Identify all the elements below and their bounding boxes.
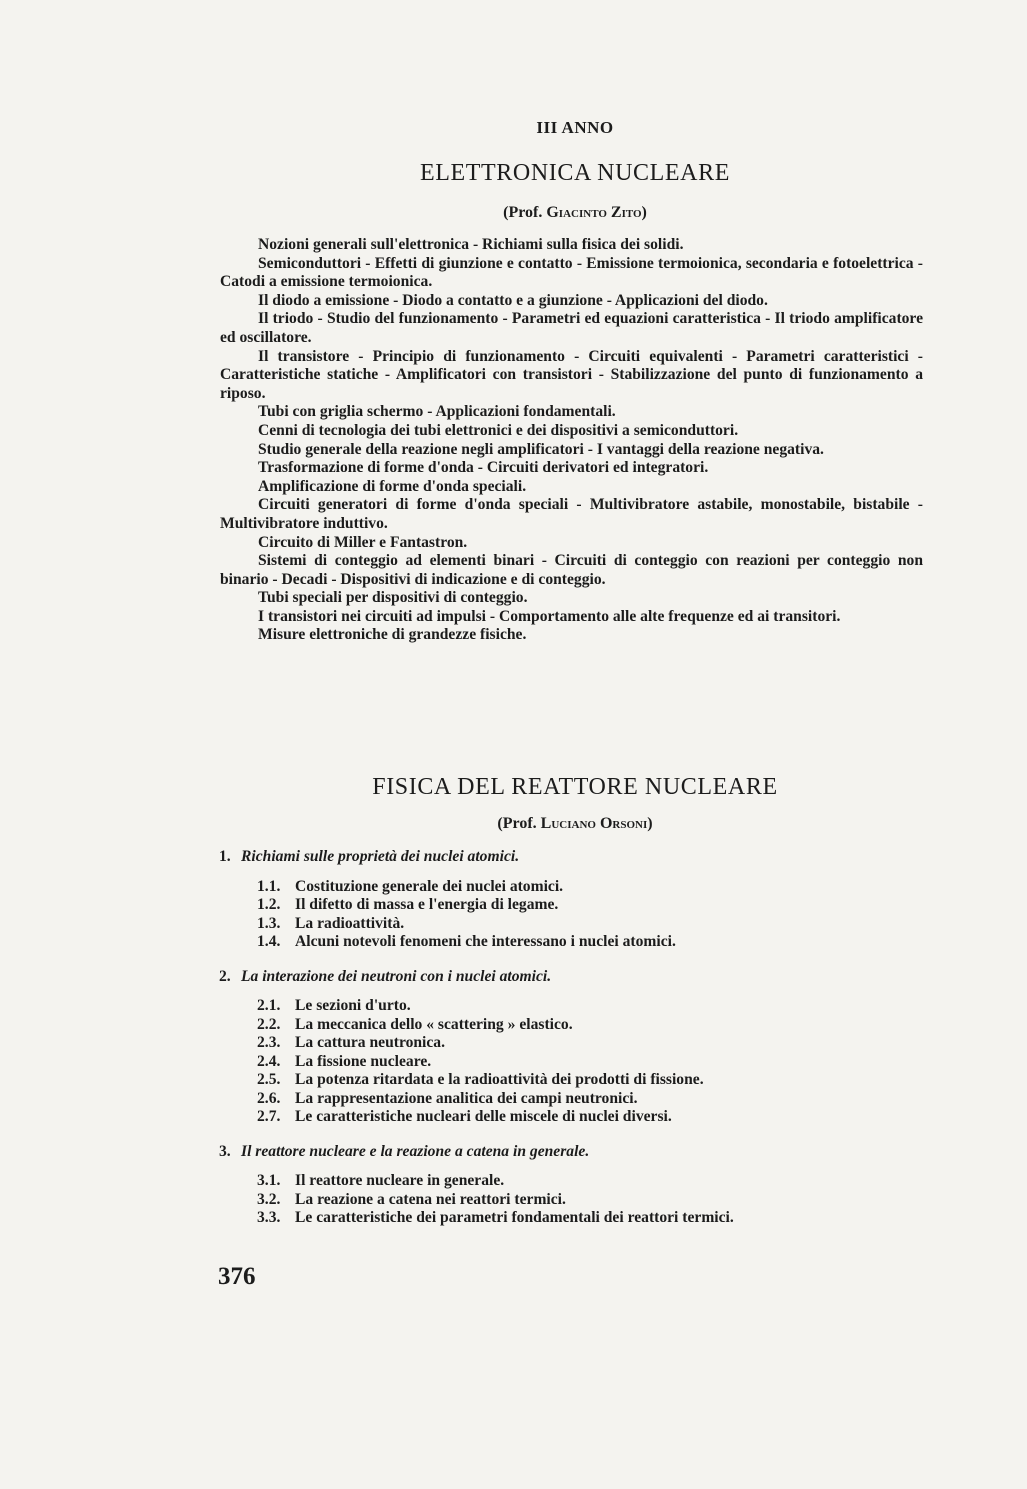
course-title-fisica-reattore: FISICA DEL REATTORE NUCLEARE xyxy=(372,774,778,800)
syllabus-paragraph: Tubi speciali per dispositivi di conteggio. xyxy=(258,589,528,607)
item-number: 2.7. xyxy=(257,1108,281,1125)
item-text: Il reattore nucleare in generale. xyxy=(295,1172,505,1189)
chapter-number: 3. xyxy=(219,1142,231,1160)
syllabus-paragraph: Cenni di tecnologia dei tubi elettronici e dei dispositivi a semiconduttori. xyxy=(258,421,739,439)
syllabus-paragraph: Circuito di Miller e Fantastron. xyxy=(258,533,468,551)
item-text: La potenza ritardata e la radioattività dei prodotti di fissione. xyxy=(295,1071,704,1088)
syllabus-paragraph: Trasformazione di forme d'onda - Circuiti derivatori ed integratori. xyxy=(258,459,709,477)
item-text: La meccanica dello « scattering » elastico. xyxy=(295,1015,573,1033)
item-number: 1.3. xyxy=(257,914,281,932)
prof-prefix: (Prof. xyxy=(503,204,543,221)
chapter-heading xyxy=(219,968,919,987)
item-text: La cattura neutronica. xyxy=(295,1034,446,1051)
syllabus-paragraph: Il triodo - Studio del funzionamento - Parametri ed equazioni caratteristica - Il triodo amplificatore ed oscillatore. xyxy=(220,310,923,346)
syllabus-paragraph: Semiconduttori - Effetti di giunzione e contatto - Emissione termoionica, secondaria e fotoelettrica - Catodi a emissione termoionica. xyxy=(220,254,923,291)
course-title-elettronica: ELETTRONICA NUCLEARE xyxy=(420,160,730,186)
list-item xyxy=(219,1209,919,1228)
item-number: 3.2. xyxy=(257,1190,281,1208)
item-number: 3.3. xyxy=(257,1209,281,1226)
item-text: La fissione nucleare. xyxy=(295,1052,432,1070)
item-number: 1.1. xyxy=(257,877,281,895)
syllabus-paragraph: Amplificazione di forme d'onda speciali. xyxy=(258,477,527,495)
prof-prefix: (Prof. xyxy=(497,815,537,832)
page-number: 376 xyxy=(218,1263,256,1290)
course-syllabus-elettronica xyxy=(220,236,923,645)
list-item xyxy=(219,1053,919,1072)
chapter-title: La interazione dei neutroni con i nuclei atomici. xyxy=(241,967,552,985)
course-professor-orsoni xyxy=(0,815,1027,833)
item-text: Alcuni notevoli fenomeni che interessano i nuclei atomici. xyxy=(295,933,676,950)
item-number: 3.1. xyxy=(257,1172,281,1189)
prof-suffix: ) xyxy=(647,815,653,832)
item-number: 1.2. xyxy=(257,896,281,913)
syllabus-paragraph: Misure elettroniche di grandezze fisiche. xyxy=(258,626,527,644)
list-item xyxy=(219,1108,919,1127)
list-item xyxy=(219,1016,919,1035)
item-number: 2.6. xyxy=(257,1089,281,1107)
chapter-number: 2. xyxy=(219,967,231,985)
syllabus-paragraph: I transistori nei circuiti ad impulsi - Comportamento alle alte frequenze ed ai transitori. xyxy=(258,607,841,625)
chapter-heading xyxy=(219,848,919,867)
list-item xyxy=(219,1172,919,1191)
prof-suffix: ) xyxy=(641,204,647,221)
prof-name: Luciano Orsoni xyxy=(540,815,648,832)
chapter-title: Il reattore nucleare e la reazione a catena in generale. xyxy=(241,1142,590,1160)
course-professor-zito xyxy=(0,204,1027,222)
item-number: 2.3. xyxy=(257,1034,281,1051)
list-item xyxy=(219,997,919,1016)
list-item xyxy=(219,1191,919,1210)
course-syllabus-fisica-reattore xyxy=(219,848,919,1228)
item-text: Costituzione generale dei nuclei atomici. xyxy=(295,877,564,895)
chapter-title: Richiami sulle proprietà dei nuclei atomici. xyxy=(241,848,520,865)
list-item xyxy=(219,1071,919,1090)
year-heading: III ANNO xyxy=(536,118,614,137)
list-item xyxy=(219,1090,919,1109)
syllabus-paragraph: Il transistore - Principio di funzionamento - Circuiti equivalenti - Parametri caratteristici - Caratteristiche statiche - Amplificatori con transistori - Stabilizzazione del punto di funzionamento a riposo. xyxy=(220,347,923,402)
syllabus-paragraph: Il diodo a emissione - Diodo a contatto e a giunzione - Applicazioni del diodo. xyxy=(258,291,768,309)
list-item xyxy=(219,1034,919,1053)
list-item xyxy=(219,933,919,952)
item-text: Le caratteristiche nucleari delle miscele di nuclei diversi. xyxy=(295,1108,672,1125)
syllabus-paragraph: Studio generale della reazione negli amplificatori - I vantaggi della reazione negativa. xyxy=(258,440,824,458)
item-text: La rappresentazione analitica dei campi neutronici. xyxy=(295,1089,638,1107)
syllabus-paragraph: Circuiti generatori di forme d'onda speciali - Multivibratore astabile, monostabile, bistabile - Multivibratore induttivo. xyxy=(220,496,923,532)
item-number: 2.4. xyxy=(257,1052,281,1070)
item-text: Le sezioni d'urto. xyxy=(295,997,411,1014)
item-text: La reazione a catena nei reattori termici. xyxy=(295,1190,566,1208)
list-item xyxy=(219,878,919,897)
prof-name: Giacinto Zito xyxy=(546,204,642,221)
syllabus-paragraph: Nozioni generali sull'elettronica - Richiami sulla fisica dei solidi. xyxy=(258,236,684,253)
item-number: 1.4. xyxy=(257,933,281,950)
list-item xyxy=(219,896,919,915)
item-text: Il difetto di massa e l'energia di legame. xyxy=(295,896,559,913)
list-item xyxy=(219,915,919,934)
chapter-number: 1. xyxy=(219,848,231,865)
item-number: 2.2. xyxy=(257,1015,281,1033)
item-number: 2.5. xyxy=(257,1071,281,1088)
chapter-heading xyxy=(219,1143,919,1162)
syllabus-paragraph: Tubi con griglia schermo - Applicazioni fondamentali. xyxy=(258,403,616,421)
item-text: La radioattività. xyxy=(295,914,405,932)
item-number: 2.1. xyxy=(257,997,281,1014)
syllabus-paragraph: Sistemi di conteggio ad elementi binari - Circuiti di conteggio con reazioni per conteggio non binario - Decadi - Dispositivi di indicazione e di conteggio. xyxy=(220,552,923,588)
item-text: Le caratteristiche dei parametri fondamentali dei reattori termici. xyxy=(295,1209,734,1226)
